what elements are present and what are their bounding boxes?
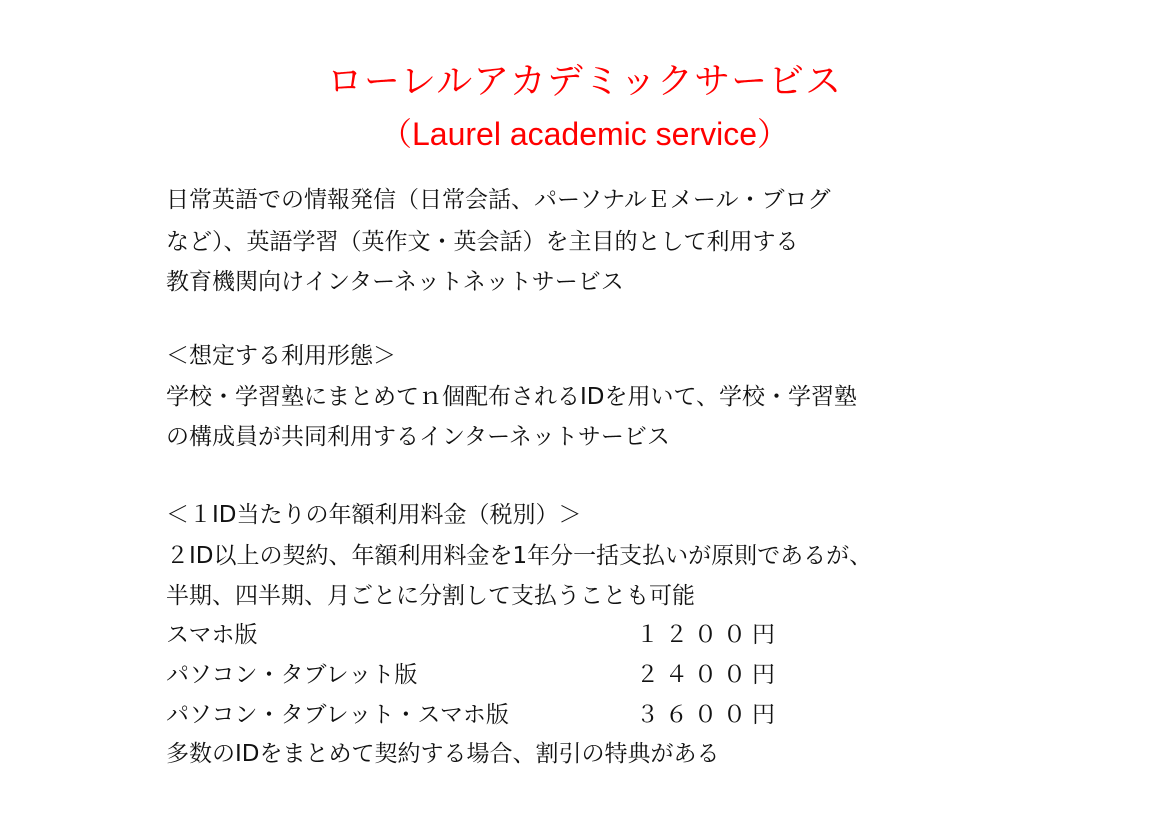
pricing-heading: ＜１ID当たりの年額利用料金（税別）＞ [166, 502, 582, 528]
discount-note: 多数のIDをまとめて契約する場合、割引の特典がある [166, 741, 720, 767]
usage-line-1: 学校・学習塾にまとめてｎ個配布されるIDを用いて、学校・学習塾 [166, 384, 858, 410]
plan-row-smartphone [166, 619, 886, 651]
plan-name: スマホ版 [166, 622, 258, 648]
title-english: （Laurel academic service） [379, 116, 790, 152]
pricing-line-1: ２ID以上の契約、年額利用料金を1年分一括支払いが原則であるが、 [166, 543, 873, 569]
plan-price: １２００円 [636, 622, 781, 648]
plan-row-pc-tablet-smartphone [166, 699, 886, 731]
plan-name: パソコン・タブレット・スマホ版 [166, 702, 509, 728]
usage-line-2: の構成員が共同利用するインターネットサービス [166, 424, 670, 450]
intro-line-2: など）、英語学習（英作文・英会話）を主目的として利用する [166, 229, 799, 255]
pricing-line-2: 半期、四半期、月ごとに分割して支払うことも可能 [166, 583, 695, 609]
usage-heading: ＜想定する利用形態＞ [166, 343, 396, 369]
plan-price: ２４００円 [636, 662, 781, 688]
plan-row-pc-tablet [166, 659, 886, 691]
title-japanese: ローレルアカデミックサービス [326, 61, 843, 102]
plan-price: ３６００円 [636, 702, 781, 728]
intro-line-3: 教育機関向けインターネットネットサービス [166, 269, 624, 295]
intro-line-1: 日常英語での情報発信（日常会話、パーソナルＥメール・ブログ [166, 187, 831, 213]
plan-name: パソコン・タブレット版 [166, 662, 418, 688]
